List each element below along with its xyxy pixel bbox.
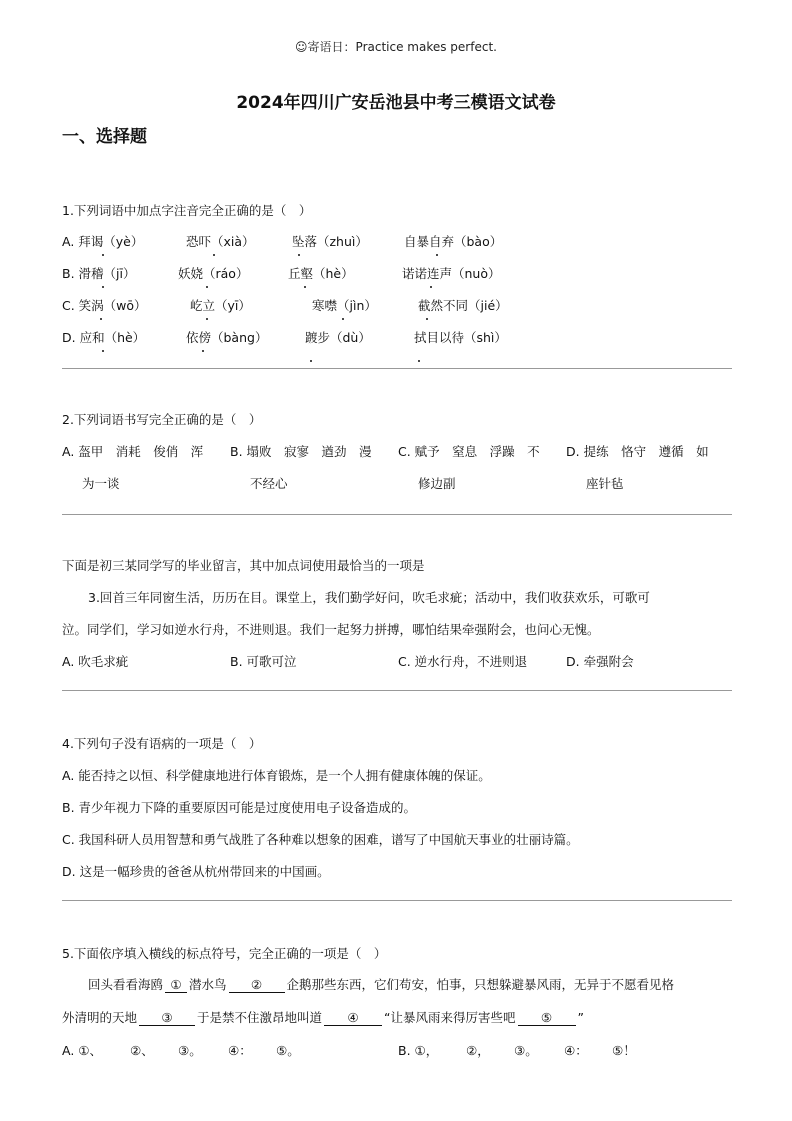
q1-row-a-2: 恐吓（xià）: [186, 234, 255, 249]
q1-row-b-4: 诺诺连声（nuò）: [402, 266, 501, 281]
q5-text: 于是禁不住激昂地叫道: [197, 1010, 323, 1025]
emphasis-dot: [102, 350, 104, 352]
q5-b-part: ⑤！: [612, 1043, 636, 1058]
emphasis-dot: [102, 286, 104, 288]
q2-option-d-cont: 座针毡: [586, 476, 624, 491]
divider: [62, 368, 732, 369]
q1-row-d-3: 踱步（dù）: [305, 330, 371, 345]
q3-passage-line2: 泣。同学们，学习如逆水行舟，不进则退。我们一起努力拼搏，哪怕结果牵强附会，也问心无愧。: [62, 622, 600, 637]
q1-row-c-1[interactable]: C. 笑涡（wō）: [62, 298, 147, 313]
emphasis-dot: [430, 286, 432, 288]
emphasis-dot: [426, 318, 428, 320]
emphasis-dot: [298, 254, 300, 256]
q5-a-part: ②、: [130, 1043, 154, 1058]
emphasis-dot: [100, 318, 102, 320]
q5-text: ”: [577, 1010, 584, 1025]
q3-option-b[interactable]: B. 可歌可泣: [230, 654, 297, 669]
q2-option-a-cont: 为一谈: [82, 476, 120, 491]
emphasis-dot: [342, 318, 344, 320]
divider: [62, 514, 732, 515]
q1-row-d-1[interactable]: D. 应和（hè）: [62, 330, 146, 345]
q4-option-d[interactable]: D. 这是一幅珍贵的爸爸从杭州带回来的中国画。: [62, 864, 330, 879]
emphasis-dot: [304, 286, 306, 288]
q1-row-d-4: 拭目以待（shì）: [414, 330, 507, 345]
emphasis-dot: [206, 318, 208, 320]
q4-option-a[interactable]: A. 能否持之以恒、科学健康地进行体育锻炼，是一个人拥有健康体魄的保证。: [62, 768, 491, 783]
q4-stem: 4.下列句子没有语病的一项是（ ）: [62, 736, 262, 751]
q2-option-b-cont: 不经心: [250, 476, 288, 491]
q1-row-b-3: 丘壑（hè）: [288, 266, 354, 281]
q3-option-d[interactable]: D. 牵强附会: [566, 654, 634, 669]
blank-2: ②: [229, 977, 285, 993]
q1-row-c-3: 寒噤（jìn）: [312, 298, 377, 313]
emphasis-dot: [102, 254, 104, 256]
q2-option-b[interactable]: B. 塌败 寂寥 遒劲 漫: [230, 444, 372, 459]
q5-passage-line1: [88, 975, 674, 993]
motto-header: ☺寄语日：Practice makes perfect.: [295, 40, 497, 54]
blank-4: ④: [324, 1010, 382, 1026]
q5-a-part: A. ①、: [62, 1043, 102, 1058]
q2-stem: 2.下列词语书写完全正确的是（ ）: [62, 412, 262, 427]
q5-text: 潜水鸟: [189, 977, 227, 992]
q5-option-b[interactable]: [398, 1041, 636, 1059]
q1-row-b-2: 妖娆（ráo）: [178, 266, 249, 281]
q1-stem: 1.下列词语中加点字注音完全正确的是（ ）: [62, 203, 312, 218]
q2-option-a[interactable]: A. 盔甲 消耗 俊俏 浑: [62, 444, 204, 459]
q5-b-part: ③。: [514, 1043, 538, 1058]
q5-b-part: ②，: [466, 1043, 490, 1058]
q5-a-part: ③。: [178, 1043, 202, 1058]
q5-a-part: ⑤。: [276, 1043, 300, 1058]
q2-option-c[interactable]: C. 赋予 窒息 浮躁 不: [398, 444, 540, 459]
q5-a-part: ④：: [228, 1043, 252, 1058]
q2-option-c-cont: 修边副: [418, 476, 456, 491]
q5-text: 企鹅那些东西，它们苟安，怕事，只想躲避暴风雨，无异于不愿看见格: [286, 977, 675, 992]
divider: [62, 900, 732, 901]
q5-text: 外清明的天地: [62, 1010, 138, 1025]
emphasis-dot: [310, 360, 312, 362]
q2-option-d[interactable]: D. 提练 恪守 遵循 如: [566, 444, 709, 459]
q1-row-a-1[interactable]: A. 拜谒（yè）: [62, 234, 144, 249]
emphasis-dot: [436, 254, 438, 256]
blank-5: ⑤: [518, 1010, 576, 1026]
q1-row-d-2: 依傍（bàng）: [186, 330, 268, 345]
q4-option-c[interactable]: C. 我国科研人员用智慧和勇气战胜了各种难以想象的困难，谱写了中国航天事业的壮丽诗篇。: [62, 832, 579, 847]
q3-passage-line1: 3.回首三年同窗生活，历历在目。课堂上，我们勤学好问，吹毛求疵；活动中，我们收获欢乐，可歌可: [88, 590, 650, 605]
q4-option-b[interactable]: B. 青少年视力下降的重要原因可能是过度使用电子设备造成的。: [62, 800, 417, 815]
q5-text: 回头看看海鸥: [88, 977, 164, 992]
emphasis-dot: [213, 254, 215, 256]
page-title: 2024年四川广安岳池县中考三模语文试卷: [236, 93, 556, 113]
emphasis-dot: [202, 350, 204, 352]
q5-b-part: B. ①，: [398, 1043, 439, 1058]
q5-passage-line2: [62, 1008, 584, 1026]
q1-row-c-2: 屹立（yī）: [190, 298, 251, 313]
divider: [62, 690, 732, 691]
q1-row-a-4: 自暴自弃（bào）: [404, 234, 503, 249]
q1-row-b-1[interactable]: B. 滑稽（jī）: [62, 266, 136, 281]
q5-b-part: ④：: [564, 1043, 588, 1058]
section-heading: 一、选择题: [62, 127, 147, 147]
q3-intro: 下面是初三某同学写的毕业留言，其中加点词使用最恰当的一项是: [62, 558, 425, 573]
q5-text: “让暴风雨来得厉害些吧: [384, 1010, 516, 1025]
blank-1: ①: [165, 977, 187, 993]
q5-option-a[interactable]: [62, 1041, 300, 1059]
q1-row-a-3: 坠落（zhuì）: [292, 234, 368, 249]
q1-row-c-4: 截然不同（jié）: [418, 298, 508, 313]
q5-stem: 5.下面依序填入横线的标点符号，完全正确的一项是（ ）: [62, 946, 387, 961]
emphasis-dot: [206, 286, 208, 288]
emphasis-dot: [418, 360, 420, 362]
q3-option-c[interactable]: C. 逆水行舟，不进则退: [398, 654, 528, 669]
blank-3: ③: [139, 1010, 195, 1026]
q3-option-a[interactable]: A. 吹毛求疵: [62, 654, 129, 669]
